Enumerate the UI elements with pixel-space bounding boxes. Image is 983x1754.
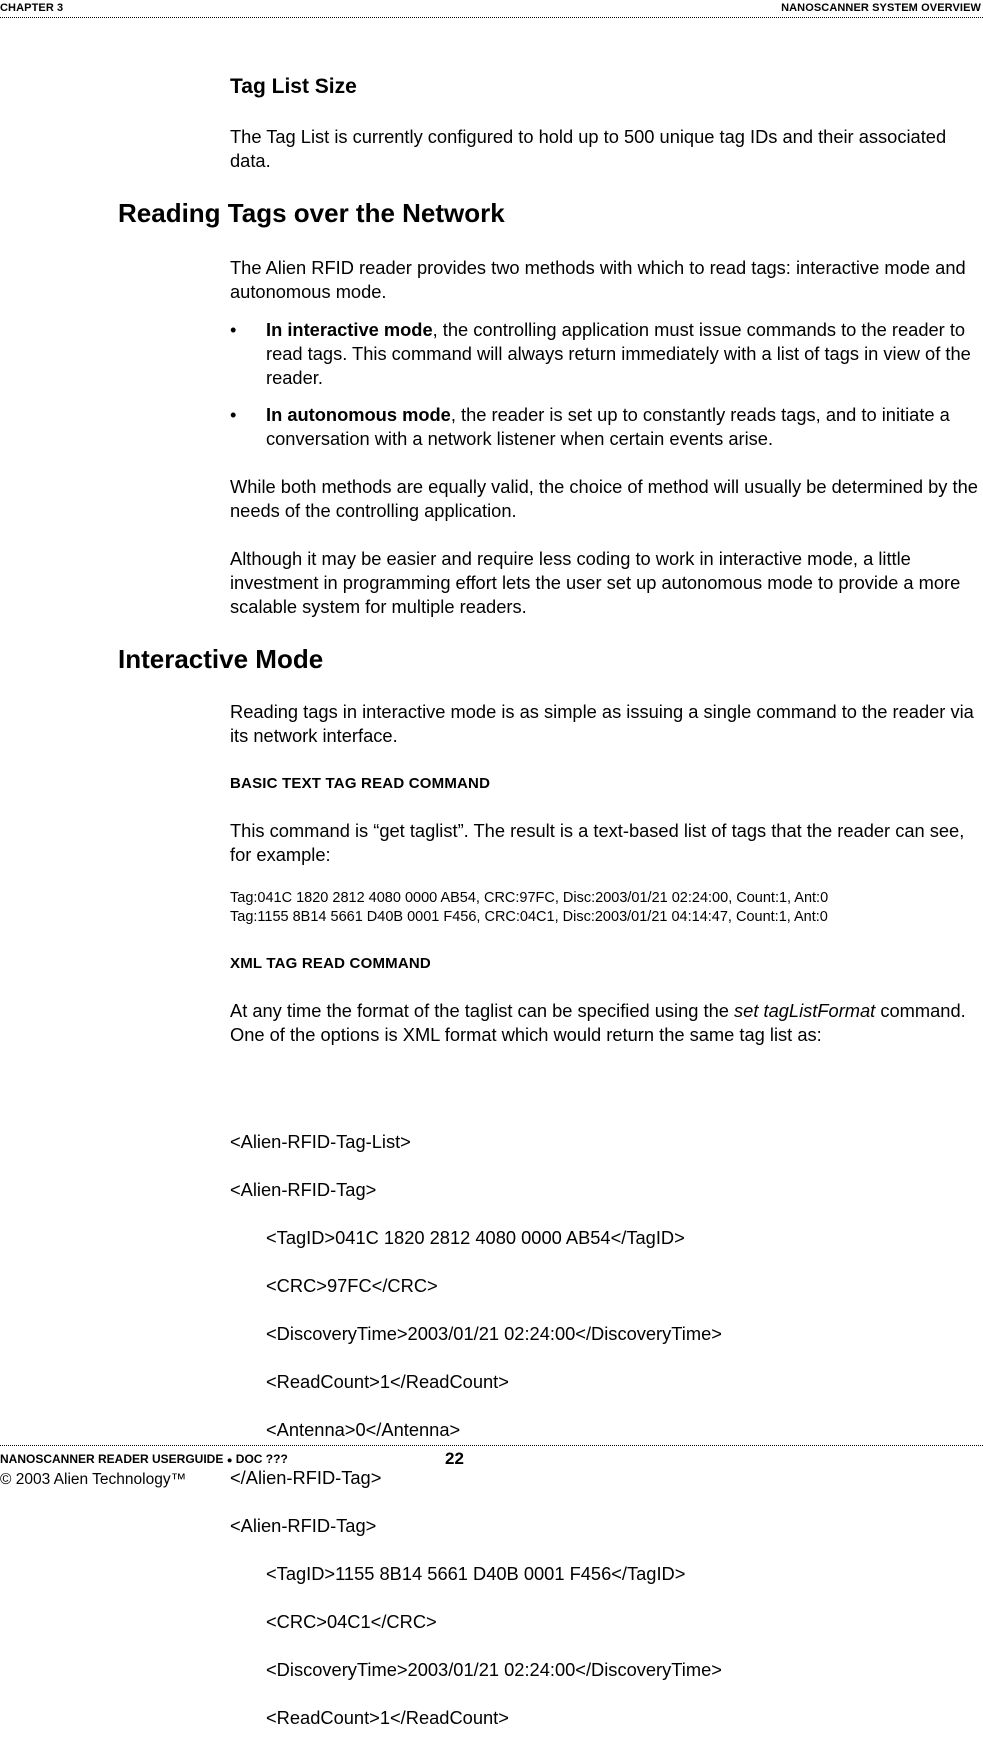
bullet-icon: • xyxy=(230,404,237,425)
page-number: 22 xyxy=(445,1449,464,1468)
bullet-icon: • xyxy=(230,319,237,340)
xml-line: <TagID>041C 1820 2812 4080 0000 AB54</TagID> xyxy=(266,1227,685,1248)
footer-title xyxy=(0,1452,288,1466)
xml-line: <CRC>04C1</CRC> xyxy=(266,1611,437,1632)
xml-body-italic: set tagListFormat xyxy=(734,1000,876,1021)
xml-line: <TagID>1155 8B14 5661 D40B 0001 F456</TagID> xyxy=(266,1563,686,1584)
bullet-label: In interactive mode xyxy=(266,319,433,340)
bullet-text xyxy=(266,403,982,451)
xml-command-body xyxy=(230,999,982,1047)
separator-icon: ● xyxy=(226,1455,233,1466)
reading-tags-heading: Reading Tags over the Network xyxy=(118,198,505,228)
tag-list-size-body: The Tag List is currently configured to hold up to 500 unique tag IDs and their associated data. xyxy=(230,126,947,171)
taglist-line: Tag:041C 1820 2812 4080 0000 AB54, CRC:97FC, Disc:2003/01/21 02:24:00, Count:1, Ant:0 xyxy=(230,890,829,906)
interactive-mode-intro: Reading tags in interactive mode is as simple as issuing a single command to the reader via its network interface. xyxy=(230,701,974,746)
xml-line: <DiscoveryTime>2003/01/21 02:24:00</DiscoveryTime> xyxy=(266,1323,722,1344)
basic-command-body: This command is “get taglist”. The result is a text-based list of tags that the reader can see, for example: xyxy=(230,820,965,865)
page-footer xyxy=(0,1445,983,1498)
bullet-autonomous xyxy=(230,403,982,451)
basic-heading-text: BASIC TEXT TAG READ COMMAND xyxy=(230,775,491,792)
chapter-label: CHAPTER 3 xyxy=(0,2,64,14)
xml-listing xyxy=(230,1106,722,1754)
xml-heading-text: XML TAG READ COMMAND xyxy=(230,955,431,972)
reading-tags-intro: The Alien RFID reader provides two methods with which to read tags: interactive mode and autonomous mode. xyxy=(230,257,966,302)
section-label: NANOSCANNER SYSTEM OVERVIEW xyxy=(781,2,981,14)
bullet-body: , the reader is set up to constantly reads tags, and to initiate a conversation with a network listener when certain events arise. xyxy=(266,404,950,449)
page-header xyxy=(0,0,983,18)
xml-line: <Antenna>0</Antenna> xyxy=(266,1419,461,1440)
xml-line: <CRC>97FC</CRC> xyxy=(266,1275,438,1296)
taglist-line: Tag:1155 8B14 5661 D40B 0001 F456, CRC:04C1, Disc:2003/01/21 04:14:47, Count:1, Ant:0 xyxy=(230,909,828,925)
investment-paragraph: Although it may be easier and require less coding to work in interactive mode, a little investment in programming effort lets the user set up autonomous mode to provide a more scalable system for multiple readers. xyxy=(230,548,961,617)
xml-line: <DiscoveryTime>2003/01/21 02:24:00</DiscoveryTime> xyxy=(266,1659,722,1680)
guide-title: NANOSCANNER READER USERGUIDE xyxy=(0,1452,224,1466)
basic-text-command-heading xyxy=(230,775,490,792)
interactive-mode-heading: Interactive Mode xyxy=(118,644,324,674)
xml-command-heading xyxy=(230,955,431,972)
xml-line: </Alien-RFID-Tag> xyxy=(230,1467,382,1488)
tag-list-size-heading: Tag List Size xyxy=(230,75,357,98)
xml-line: <ReadCount>1</ReadCount> xyxy=(266,1707,509,1728)
xml-line: <Alien-RFID-Tag-List> xyxy=(230,1131,411,1152)
doc-label: DOC ??? xyxy=(235,1452,288,1466)
bullet-body: , the controlling application must issue commands to the reader to read tags. This command will always return immediately with a list of tags in view of the reader. xyxy=(266,319,971,388)
xml-line: <ReadCount>1</ReadCount> xyxy=(266,1371,509,1392)
bullet-interactive xyxy=(230,318,982,390)
xml-body-after: command. One of the options is XML format which would return the same tag list as: xyxy=(230,1000,966,1045)
xml-body-before: At any time the format of the taglist can be specified using the xyxy=(230,1000,735,1021)
bullet-text xyxy=(266,318,982,390)
xml-line: <Alien-RFID-Tag> xyxy=(230,1179,377,1200)
copyright: © 2003 Alien Technology™ xyxy=(0,1471,187,1488)
methods-paragraph: While both methods are equally valid, the choice of method will usually be determined by the needs of the controlling application. xyxy=(230,476,978,521)
xml-line: <Alien-RFID-Tag> xyxy=(230,1515,377,1536)
bullet-label: In autonomous mode xyxy=(266,404,451,425)
